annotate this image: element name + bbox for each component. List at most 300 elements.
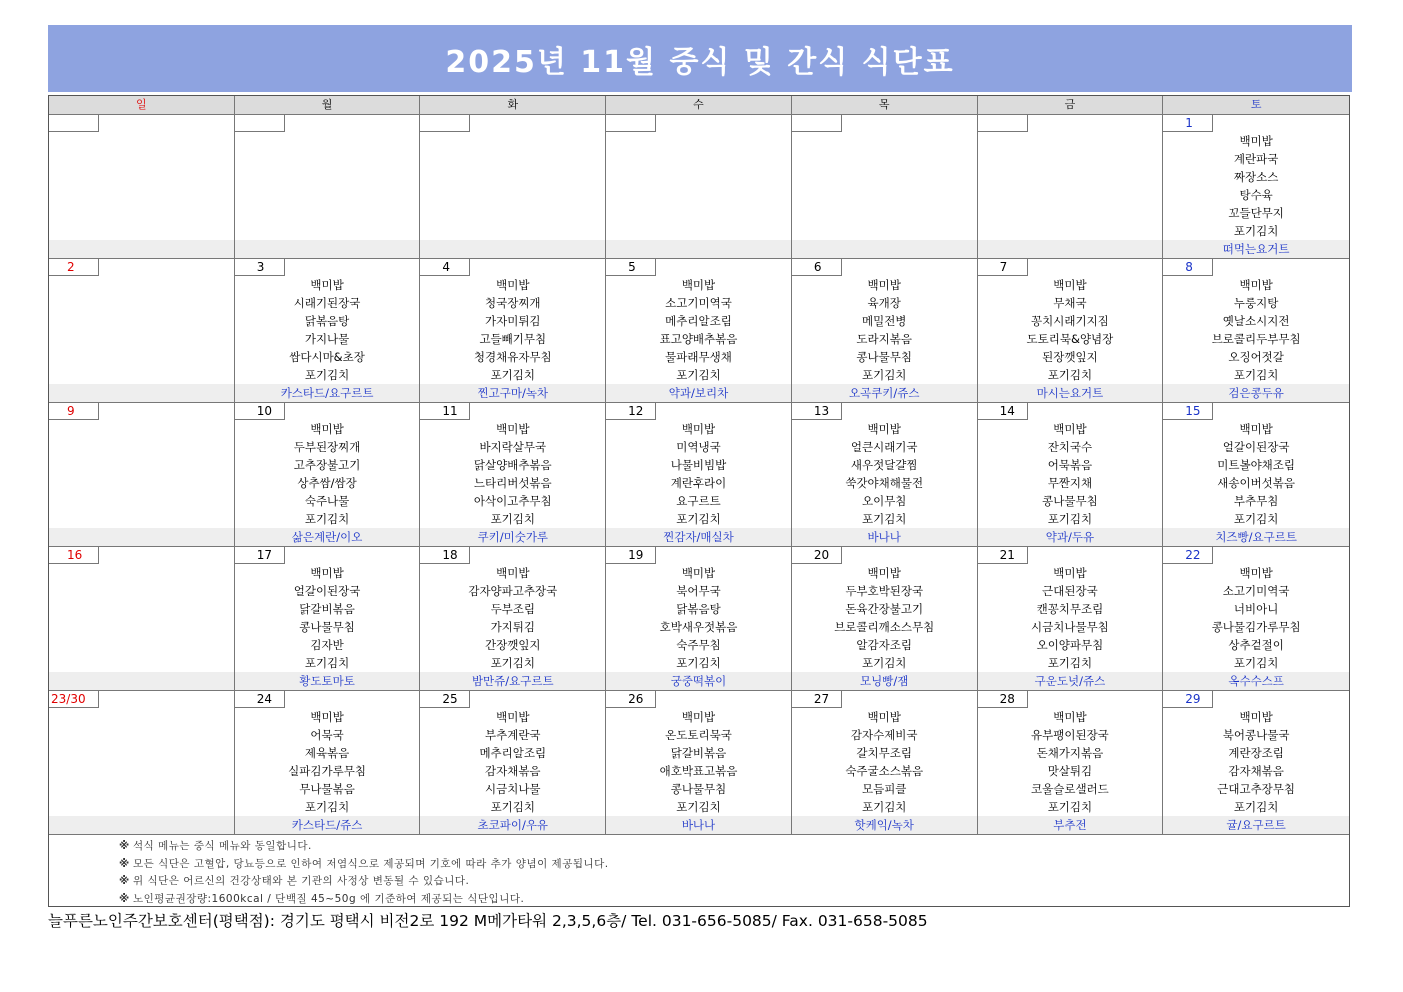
menu-item: 육개장	[867, 296, 901, 310]
notes-section	[49, 834, 1349, 906]
menu-item: 나물비빔밥	[670, 458, 727, 472]
menu-item: 닭볶음탕	[676, 602, 721, 616]
menu-item: 무나물볶음	[299, 782, 355, 796]
menu-item: 백미밥	[1239, 422, 1273, 436]
menu-item: 미역냉국	[676, 440, 721, 454]
snack-item: 옥수수스프	[1163, 672, 1349, 690]
menu-item: 포기김치	[1047, 512, 1093, 526]
menu-item: 포기김치	[304, 800, 350, 814]
menu-item: 실파김가루무침	[288, 764, 366, 778]
snack-item: 밤만쥬/요구르트	[420, 672, 605, 690]
menu-item: 오이양파무침	[1036, 638, 1104, 652]
calendar-day	[235, 691, 421, 834]
weekday-header	[49, 96, 1349, 114]
weekday-header-cell: 금	[978, 96, 1164, 114]
menu-item: 무채국	[1053, 296, 1087, 310]
day-number: 26	[606, 691, 656, 708]
lunch-menu	[235, 708, 420, 816]
note-line	[119, 873, 1349, 891]
menu-item: 포기김치	[1233, 224, 1279, 238]
snack-item: 쿠키/미숫가루	[420, 528, 605, 546]
menu-item: 닭볶음탕	[304, 314, 350, 328]
snack-item	[978, 240, 1163, 258]
calendar-week	[49, 258, 1349, 402]
snack-item: 검은콩두유	[1163, 384, 1349, 402]
menu-item: 호박새우젓볶음	[659, 620, 738, 634]
menu-item: 소고기미역국	[665, 296, 732, 310]
lunch-menu	[606, 708, 791, 816]
lunch-menu	[1163, 132, 1349, 240]
menu-item: 쌈다시마&초장	[289, 350, 365, 364]
day-number: 19	[606, 547, 656, 564]
snack-item: 마시는요거트	[978, 384, 1163, 402]
menu-item: 메밀전병	[861, 314, 907, 328]
menu-item: 너비아니	[1233, 602, 1279, 616]
menu-item: 가지튀김	[490, 620, 535, 634]
snack-item	[420, 240, 605, 258]
calendar-day	[606, 403, 792, 546]
calendar-day	[1163, 115, 1349, 258]
menu-item: 알감자조림	[856, 638, 912, 652]
footer-contact: 늘푸른노인주간보호센터(평택점): 경기도 평택시 비전2로 192 M메가타워 2,3,5,6층/ Tel. 031-656-5085/ Fax. 031-658-5085	[48, 912, 928, 930]
menu-item: 얼갈이된장국	[293, 584, 361, 598]
snack-item: 초코파이/우유	[420, 816, 605, 834]
menu-item: 계란장조림	[1228, 746, 1284, 760]
menu-item: 백미밥	[1053, 710, 1087, 724]
menu-item: 요구르트	[676, 494, 721, 508]
menu-item: 포기김치	[490, 368, 535, 382]
day-number	[235, 115, 285, 132]
menu-item: 숙주무침	[676, 638, 721, 652]
menu-item: 포기김치	[304, 368, 350, 382]
menu-item: 새우젓달걀찜	[850, 458, 918, 472]
menu-item: 미트볼야채조림	[1217, 458, 1296, 472]
menu-item: 닭갈비볶음	[299, 602, 355, 616]
snack-item: 핫케익/녹차	[792, 816, 977, 834]
menu-item: 포기김치	[490, 512, 535, 526]
menu-item: 유부팽이된장국	[1031, 728, 1109, 742]
menu-item: 백미밥	[681, 566, 716, 580]
menu-item: 브로콜리두부무침	[1211, 332, 1301, 346]
day-number	[49, 115, 99, 132]
menu-item: 백미밥	[496, 422, 530, 436]
menu-item: 백미밥	[496, 566, 530, 580]
note-marker-icon: ※	[119, 875, 130, 887]
calendar-day	[235, 115, 421, 258]
menu-item: 아삭이고추무침	[473, 494, 552, 508]
snack-item: 약과/보리차	[606, 384, 791, 402]
menu-item: 새송이버섯볶음	[1217, 476, 1296, 490]
day-number: 8	[1163, 259, 1213, 276]
note-marker-icon: ※	[119, 840, 130, 852]
menu-item: 얼큰시래기국	[850, 440, 918, 454]
menu-item: 애호박표고볶음	[659, 764, 738, 778]
menu-item: 포기김치	[1233, 368, 1279, 382]
menu-item: 북어콩나물국	[1222, 728, 1290, 742]
menu-item: 고추장불고기	[293, 458, 361, 472]
menu-item: 백미밥	[867, 710, 901, 724]
calendar-day	[49, 115, 235, 258]
menu-item: 포기김치	[1233, 512, 1279, 526]
menu-item: 포기김치	[1233, 800, 1279, 814]
menu-item: 얼갈이된장국	[1222, 440, 1290, 454]
menu-item: 백미밥	[496, 278, 530, 292]
menu-item: 닭갈비볶음	[670, 746, 727, 760]
day-number: 12	[606, 403, 656, 420]
lunch-menu	[792, 276, 977, 384]
menu-item: 잔치국수	[1047, 440, 1093, 454]
lunch-menu	[420, 420, 605, 528]
snack-item: 치즈빵/요구르트	[1163, 528, 1349, 546]
lunch-menu	[792, 564, 977, 672]
lunch-menu	[1163, 420, 1349, 528]
lunch-menu	[235, 276, 420, 384]
menu-item: 포기김치	[676, 656, 721, 670]
snack-item: 삶은계란/이오	[235, 528, 420, 546]
snack-item: 귤/요구르트	[1163, 816, 1349, 834]
calendar-week	[49, 402, 1349, 546]
calendar-day	[235, 547, 421, 690]
calendar-day	[978, 259, 1164, 402]
menu-item: 쑥갓야채해물전	[845, 476, 924, 490]
menu-item: 감자수제비국	[850, 728, 918, 742]
day-number: 29	[1163, 691, 1213, 708]
lunch-menu	[235, 564, 420, 672]
menu-item: 감자양파고추장국	[468, 584, 558, 598]
menu-item: 백미밥	[867, 422, 901, 436]
calendar-day	[235, 403, 421, 546]
note-line	[119, 856, 1349, 874]
menu-item: 콩나물무침	[1042, 494, 1098, 508]
menu-item: 포기김치	[490, 656, 535, 670]
note-text: 석식 메뉴는 중식 메뉴와 동일합니다.	[133, 840, 312, 852]
menu-item: 포기김치	[676, 512, 721, 526]
menu-item: 백미밥	[1053, 422, 1087, 436]
day-number: 3	[235, 259, 285, 276]
menu-item: 오징어젓갈	[1228, 350, 1284, 364]
calendar-day	[606, 547, 792, 690]
day-number: 14	[978, 403, 1028, 420]
menu-item: 꽁치시래기지짐	[1031, 314, 1109, 328]
menu-item: 탕수육	[1239, 188, 1273, 202]
menu-item: 어묵볶음	[1047, 458, 1093, 472]
snack-item	[49, 384, 234, 402]
calendar-day	[235, 259, 421, 402]
snack-item: 구운도넛/쥬스	[978, 672, 1163, 690]
calendar-day	[49, 691, 235, 834]
snack-item: 바나나	[792, 528, 977, 546]
note-line	[119, 838, 1349, 856]
menu-item: 북어무국	[676, 584, 721, 598]
menu-item: 메추리알조림	[665, 314, 732, 328]
menu-item: 포기김치	[304, 656, 350, 670]
day-number: 25	[420, 691, 470, 708]
day-number: 18	[420, 547, 470, 564]
day-number: 2	[49, 259, 99, 276]
menu-item: 백미밥	[681, 278, 716, 292]
day-number: 16	[49, 547, 99, 564]
menu-item: 백미밥	[310, 422, 344, 436]
calendar-day	[978, 691, 1164, 834]
snack-item	[235, 240, 420, 258]
menu-item: 물파래무생채	[665, 350, 732, 364]
snack-item: 카스타드/요구르트	[235, 384, 420, 402]
calendar-day	[49, 547, 235, 690]
menu-item: 캔꽁치무조림	[1036, 602, 1104, 616]
calendar-day	[978, 115, 1164, 258]
day-number	[606, 115, 656, 132]
menu-item: 무짠지채	[1047, 476, 1093, 490]
snack-item: 황도토마토	[235, 672, 420, 690]
menu-item: 포기김치	[1047, 800, 1093, 814]
menu-item: 감자채볶음	[1228, 764, 1284, 778]
menu-item: 제육볶음	[304, 746, 350, 760]
menu-item: 김자반	[310, 638, 344, 652]
menu-item: 백미밥	[1053, 278, 1087, 292]
menu-item: 돈채가지볶음	[1036, 746, 1104, 760]
menu-item: 표고양배추볶음	[659, 332, 738, 346]
day-number: 4	[420, 259, 470, 276]
menu-item: 백미밥	[1239, 134, 1273, 148]
day-number: 9	[49, 403, 99, 420]
weekday-header-cell: 월	[235, 96, 421, 114]
menu-item: 근대된장국	[1042, 584, 1098, 598]
lunch-menu	[978, 708, 1163, 816]
weekday-header-cell: 토	[1250, 98, 1262, 111]
calendar-day	[1163, 691, 1349, 834]
menu-item: 백미밥	[1239, 278, 1273, 292]
menu-item: 옛날소시지전	[1222, 314, 1290, 328]
day-number	[792, 115, 842, 132]
menu-item: 포기김치	[676, 800, 721, 814]
menu-item: 콩나물무침	[856, 350, 912, 364]
calendar-week	[49, 114, 1349, 258]
calendar-day	[49, 259, 235, 402]
menu-item: 두부호박된장국	[845, 584, 924, 598]
note-text: 위 식단은 어르신의 건강상태와 본 기관의 사정상 변동될 수 있습니다.	[133, 875, 470, 887]
calendar-day	[792, 691, 978, 834]
menu-item: 갈치무조림	[856, 746, 912, 760]
calendar-day	[606, 115, 792, 258]
calendar-day	[978, 547, 1164, 690]
menu-item: 포기김치	[490, 800, 535, 814]
menu-item: 청국장찌개	[485, 296, 541, 310]
lunch-menu	[606, 276, 791, 384]
menu-item: 부추계란국	[485, 728, 541, 742]
day-number: 11	[420, 403, 470, 420]
day-number	[978, 115, 1028, 132]
menu-item: 백미밥	[310, 710, 344, 724]
weekday-header-cell: 화	[420, 96, 606, 114]
menu-item: 백미밥	[496, 710, 530, 724]
menu-item: 포기김치	[676, 368, 721, 382]
snack-item: 찐감자/매실차	[606, 528, 791, 546]
calendar-week	[49, 690, 1349, 834]
menu-item: 소고기미역국	[1222, 584, 1290, 598]
snack-item	[49, 672, 234, 690]
day-number: 10	[235, 403, 285, 420]
menu-item: 가자미튀김	[485, 314, 541, 328]
calendar-day	[49, 403, 235, 546]
menu-item: 맛살튀김	[1047, 764, 1093, 778]
calendar-day	[420, 259, 606, 402]
calendar-week	[49, 546, 1349, 690]
menu-item: 콩나물무침	[670, 782, 727, 796]
calendar-day	[606, 259, 792, 402]
menu-item: 백미밥	[1053, 566, 1087, 580]
lunch-menu	[420, 564, 605, 672]
menu-item: 상추쌈/쌈장	[297, 476, 357, 490]
menu-item: 청경채유자무침	[473, 350, 552, 364]
menu-item: 두부된장찌개	[293, 440, 361, 454]
note-marker-icon: ※	[119, 892, 130, 905]
menu-item: 포기김치	[304, 512, 350, 526]
calendar-day	[420, 115, 606, 258]
lunch-menu	[978, 276, 1163, 384]
menu-item: 두부조림	[490, 602, 535, 616]
menu-item: 도라지볶음	[856, 332, 912, 346]
menu-item: 오이무침	[861, 494, 907, 508]
menu-item: 포기김치	[1047, 368, 1093, 382]
weekday-header-cell: 일	[49, 96, 235, 114]
snack-item	[49, 816, 234, 834]
day-number: 15	[1163, 403, 1213, 420]
lunch-menu	[606, 564, 791, 672]
page-title: 2025년 11월 중식 및 간식 식단표	[48, 25, 1352, 92]
lunch-menu	[235, 420, 420, 528]
menu-item: 포기김치	[1233, 656, 1279, 670]
menu-item: 온도토리묵국	[665, 728, 732, 742]
calendar-day	[792, 403, 978, 546]
snack-item: 카스타드/쥬스	[235, 816, 420, 834]
day-number: 20	[792, 547, 842, 564]
lunch-menu	[978, 564, 1163, 672]
calendar-day	[792, 259, 978, 402]
menu-item: 짜장소스	[1233, 170, 1279, 184]
calendar-day	[792, 547, 978, 690]
menu-item: 가지나물	[304, 332, 350, 346]
calendar-day	[978, 403, 1164, 546]
menu-item: 백미밥	[1239, 566, 1273, 580]
snack-item: 궁중떡볶이	[606, 672, 791, 690]
day-number: 5	[606, 259, 656, 276]
day-number: 7	[978, 259, 1028, 276]
menu-item: 꼬들단무지	[1228, 206, 1284, 220]
calendar-day	[1163, 403, 1349, 546]
weekday-header-cell: 목	[792, 96, 978, 114]
snack-item: 부추전	[978, 816, 1163, 834]
lunch-menu	[1163, 708, 1349, 816]
menu-item: 포기김치	[861, 512, 907, 526]
menu-item: 시금치나물무침	[1031, 620, 1109, 634]
menu-item: 코울슬로샐러드	[1031, 782, 1109, 796]
menu-item: 어묵국	[310, 728, 344, 742]
menu-item: 포기김치	[861, 368, 907, 382]
snack-item	[792, 240, 977, 258]
snack-item: 모닝빵/잼	[792, 672, 977, 690]
day-number	[420, 115, 470, 132]
day-number: 22	[1163, 547, 1213, 564]
calendar-day	[1163, 547, 1349, 690]
calendar-day	[792, 115, 978, 258]
day-number: 1	[1163, 115, 1213, 132]
note-text: 모든 식단은 고혈압, 당뇨등으로 인하여 저염식으로 제공되며 기호에 따라 추가 양념이 제공됩니다.	[133, 857, 609, 870]
menu-item: 바지락살무국	[479, 440, 547, 454]
day-number: 6	[792, 259, 842, 276]
menu-item: 시래기된장국	[293, 296, 361, 310]
day-number: 24	[235, 691, 285, 708]
day-number: 28	[978, 691, 1028, 708]
lunch-menu	[1163, 276, 1349, 384]
menu-item: 백미밥	[681, 710, 716, 724]
day-number: 23/30	[49, 691, 99, 708]
menu-item: 숙주굴소스볶음	[845, 764, 924, 778]
menu-item: 모듬피클	[861, 782, 907, 796]
calendar-day	[420, 547, 606, 690]
day-number: 17	[235, 547, 285, 564]
snack-item	[49, 528, 234, 546]
note-line	[119, 891, 1349, 909]
menu-item: 백미밥	[310, 278, 344, 292]
snack-item: 오곡쿠키/쥬스	[792, 384, 977, 402]
calendar-day	[606, 691, 792, 834]
menu-item: 간장깻잎지	[485, 638, 541, 652]
menu-item: 고들빼기무침	[479, 332, 547, 346]
lunch-menu	[1163, 564, 1349, 672]
menu-item: 백미밥	[681, 422, 716, 436]
day-number: 21	[978, 547, 1028, 564]
snack-item: 찐고구마/녹차	[420, 384, 605, 402]
menu-item: 된장깻잎지	[1042, 350, 1098, 364]
snack-item	[606, 240, 791, 258]
day-number: 27	[792, 691, 842, 708]
snack-item	[49, 240, 234, 258]
calendar-day	[1163, 259, 1349, 402]
lunch-menu	[420, 708, 605, 816]
lunch-menu	[606, 420, 791, 528]
menu-item: 브로콜리깨소스무침	[834, 620, 935, 634]
menu-item: 백미밥	[867, 278, 901, 292]
menu-item: 백미밥	[867, 566, 901, 580]
meal-calendar	[48, 95, 1350, 907]
menu-item: 백미밥	[310, 566, 344, 580]
menu-item: 백미밥	[1239, 710, 1273, 724]
menu-item: 느타리버섯볶음	[473, 476, 552, 490]
lunch-menu	[420, 276, 605, 384]
menu-item: 부추무침	[1233, 494, 1279, 508]
note-text: 노인평균권장량:1600kcal / 단백질 45~50g 에 기준하여 제공되는 식단입니다.	[133, 892, 525, 905]
menu-item: 계란후라이	[670, 476, 727, 490]
lunch-menu	[792, 420, 977, 528]
lunch-menu	[792, 708, 977, 816]
menu-item: 닭살양배추볶음	[473, 458, 552, 472]
menu-item: 콩나물무침	[299, 620, 355, 634]
menu-item: 포기김치	[861, 656, 907, 670]
menu-item: 시금치나물	[485, 782, 541, 796]
calendar-day	[420, 403, 606, 546]
menu-item: 콩나물김가루무침	[1211, 620, 1301, 634]
note-marker-icon: ※	[119, 857, 130, 870]
menu-item: 메추리알조림	[479, 746, 547, 760]
menu-item: 계란파국	[1233, 152, 1279, 166]
menu-item: 상추겉절이	[1228, 638, 1284, 652]
menu-item: 숙주나물	[304, 494, 350, 508]
menu-item: 도토리묵&양념장	[1026, 332, 1114, 346]
menu-item: 감자채볶음	[485, 764, 541, 778]
calendar-day	[420, 691, 606, 834]
menu-item: 돈육간장불고기	[845, 602, 924, 616]
snack-item: 떠먹는요거트	[1163, 240, 1349, 258]
